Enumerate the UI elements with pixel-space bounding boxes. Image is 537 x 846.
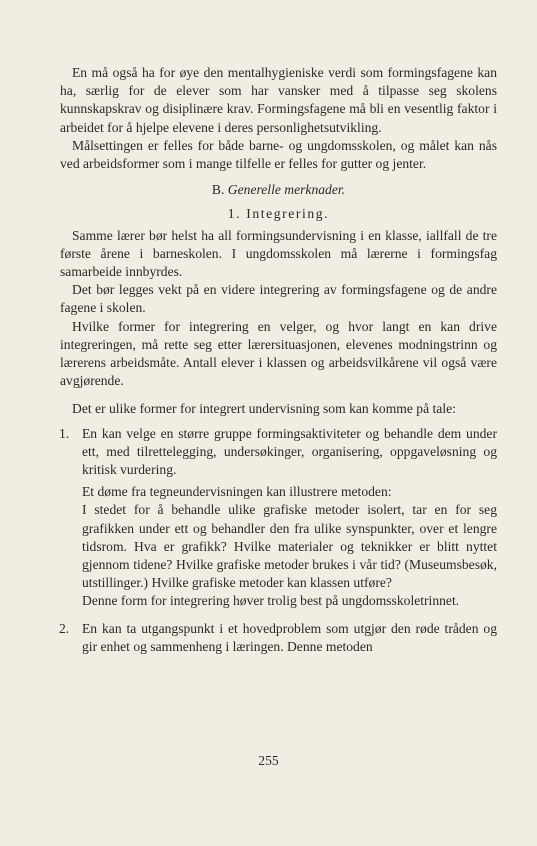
example-text: I stedet for å behandle ulike grafiske metoder isolert, tar en for seg grafikken under ett og behandler den fra ulike synspunkter, over et lengre tidsrom. Hva er grafikk? Hvilke materialer og teknikker er blitt nyttet gjennom tidene? Hvilke grafiske metoder brukes i vår tid? (Museumsbesøk, utstillinger.) Hvilke grafiske metoder kan klassen utføre? — [82, 502, 497, 591]
paragraph-goals: Målsettingen er felles for både barne- og ungdomsskolen, og målet kan nås ved arbeidsformer som i mange tilfelle er felles for gutter og jenter. — [60, 137, 497, 172]
paragraph-integration-emphasis: Det bør legges vekt på en videre integrering av formingsfagene og de andre fagene i skolen. — [60, 282, 497, 316]
list-item-text: En kan ta utgangspunkt i et hovedproblem som utgjør den røde tråden og gir enhet og sammenheng i læringen. Denne metoden — [82, 620, 497, 654]
paragraph-same-teacher: Samme lærer bør helst ha all formingsundervisning i en klasse, iallfall de tre første årene i barneskolen. I ungdomsskolen må lærerne i formingsfag samarbeide innbyrdes. — [60, 227, 497, 280]
paragraph-integration-forms: Hvilke former for integrering en velger, og hvor langt en kan drive integreringen, må rette seg etter lærersituasjonen, elevenes modningstrinn og lærerens arbeidsmåte. Antall elever i klassen og arbeidsvilkårene vil også være avgjørende. — [60, 318, 497, 389]
list-item-2 — [60, 620, 497, 656]
list-item-number: 2. — [59, 620, 70, 636]
section-heading-b — [60, 181, 497, 199]
list-item-1 — [60, 425, 497, 480]
section-title: Generelle merknader. — [227, 182, 346, 198]
spacer — [60, 390, 497, 400]
example-intro: Et døme fra tegneundervisningen kan illustrere metoden: — [82, 484, 392, 500]
section-letter: B. — [211, 182, 225, 198]
example-closing: Denne form for integrering høver trolig best på ungdomsskoletrinnet. — [82, 593, 460, 609]
page-number: 255 — [258, 753, 279, 768]
subsection-heading-integrering: 1. Integrering. — [227, 206, 330, 222]
paragraph-mental-hygiene: En må også ha for øye den mentalhygieniske verdi som formingsfagene kan ha, særlig for de elever som har vansker med å tilpasse seg skolens kunnskapskrav og disiplinære krav. Formingsfagene må bli en vesentlig faktor i arbeidet for å hjelpe elevene i deres personlighetsutvikling. — [60, 65, 497, 135]
list-item-number: 1. — [59, 425, 70, 441]
list-item-text: En kan velge en større gruppe formingsaktiviteter og behandle dem under ett, med tilrettelegging, undersøkinger, organisering, oppgaveløsning og kritisk vurdering. — [82, 425, 497, 478]
paragraph-intro-forms: Det er ulike former for integrert undervisning som kan komme på tale: — [72, 401, 456, 417]
